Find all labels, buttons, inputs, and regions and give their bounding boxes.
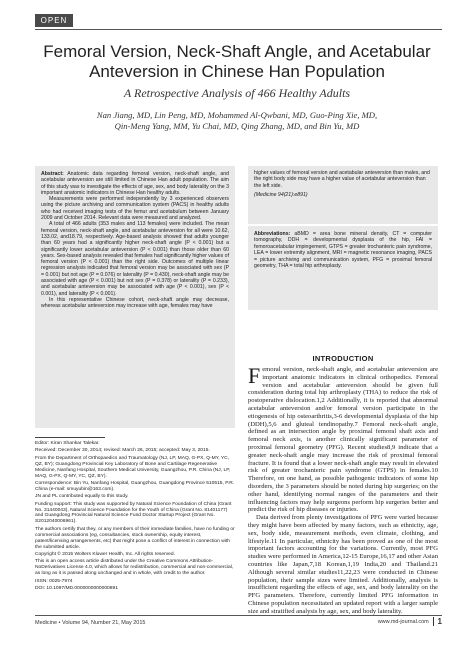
abstract-paragraph-2: Measurements were performed independently by 3 experienced observers using the picture archiving and communication system (PACS) in healthy adults who had received imaging tests of the femur and acetabulum between January 2009 and October 2014. Relevant data were measured and analyzed. (41, 196, 229, 222)
footer-separator (433, 617, 434, 626)
journal-url[interactable]: www.md-journal.com (377, 618, 429, 625)
footnote-funding: Funding support: This study was supported by Natural Science Foundation of China (Grant No. 31440043), Natural Science Foundation for the Youth of China (Grant No. 81401177) and Guangdong Provincial Natural Science Fund Doctor Startup Project (Grant No. S2012040006961). (35, 501, 232, 525)
abstract-paragraph-1 (41, 171, 229, 196)
title-line-1: Femoral Version, Neck-Shaft Angle, and Acetabular (43, 42, 431, 61)
abbreviations-text: aBMD = area bone mineral density, CT = computer tomography, DDH = developmental dysplasia of the hip, FAI = femoroacetabular impingement, GTPS = greater trochanteric pain syndrome, LEA = lower extremity alignment, MRI = magnetic resonance imaging, PACS = picture archiving and communication system, PFG = proximal femoral geometry, THA = total hip arthroplasty. (254, 231, 432, 270)
footnotes (35, 437, 235, 593)
footnote-equal-contribution: JN and PL contributed equally to this study. (35, 494, 129, 500)
open-access-badge: OPEN (35, 14, 73, 27)
authors-line-1: Nan Jiang, MD, Lin Peng, MD, Mohammed Al-Qwbani, MD, Guo-Ping Xie, MD, (96, 110, 378, 120)
footnote-conflict: The authors certify that they, or any members of their immediate families, have no funding or commercial associations (eg, consultancies, stock ownership, equity interest, patent/licensing arrangements, etc) that might pose a conflict of interest in connection with the submitted article. (35, 526, 235, 550)
article-title (40, 42, 434, 82)
header-rule (35, 29, 442, 30)
footnote-issn: ISSN: 0025-7974 (35, 578, 73, 584)
abbreviations-label: Abbreviations: (254, 231, 291, 237)
footnote-received: Received: December 30, 2014; revised: March 26, 2015; accepted: May 3, 2015. (35, 448, 210, 454)
footer-rule (35, 615, 442, 616)
footnote-affiliation: From the Department of Orthopaedics and Traumatology (NJ, LP, MAQ, G-PX, Q-MY, YC, QZ, BY); Guangdong Provincial Key Laboratory of Bone and Cartilage Regenerative Medicine, Nanfang Hospital, Southern Medical University, Guangzhou, P.R. China (NJ, LP, MAQ, G-PX, Q-MY, YC, QZ, BY). (35, 455, 231, 479)
abstract-continuation-text: higher values of femoral version and acetabular anteversion than males, and the right body side may have a higher value of acetabular anteversion than the left side. (254, 170, 430, 189)
page-number: 1 (437, 617, 442, 626)
abbreviations-box (248, 226, 438, 310)
article-subtitle: A Retrospective Analysis of 466 Healthy Adults (123, 86, 351, 100)
authors-line-2: Qin-Meng Yang, MM, Yu Chai, MD, Qing Zhang, MD, and Bin Yu, MD (114, 121, 360, 131)
abstract-paragraph-3: A total of 466 adults (353 males and 113 females) were included. The mean femoral version, neck-shaft angle, and acetabular anteversion for all were 10.62, 133.02, and18.79, respectively. Age-based analysis showed that adults younger than 60 years had a significantly higher neck-shaft angle (P < 0.001) but a significantly lower acetabular anteversion (P < 0.001) than those older than 60 years. Sex-based analysis revealed that females had significantly higher values of femoral version (P < 0.001) than the right side. Outcomes of multiple linear regression analysis indicated that femoral version may be associated with sex (P = 0.001) but not age (P = 0.076) or laterality (P = 0.430), neck-shaft angle may be associated with age (P < 0.001) but not sex (P = 0.378) or laterality (P = 0.233), and acetabular anteversion may be associated with age (P < 0.001), sex (P < 0.001), and laterality (P < 0.001). (41, 221, 230, 297)
drop-cap: F (248, 363, 261, 388)
introduction-paragraph-2: Data derived from plenty investigations of PFG were varied because they might have been affected by many factors, such as ethnicity, age, sex, body side, measurement methods, even climate, clothing, and lifestyle.11 In particular, ethnicity has been proved as one of the most important factors accounting for the variations. Currently, most PFG studies were performed in America,12-15 Europe,16,17 and other Asian countries like Japan,7,18 Korean,1,19 India,20 and Thailand.21 Although several similar studies11,22,23 were conducted in Chinese population, their sample sizes were limited. Additionally, analysis is insufficient regarding the effects of age, sex, and body laterality on the PFG parameters. Therefore, currently limited PFG information in Chinese population necessitated an updated report with a larger sample size and stratified analysis by age, sex, and body laterality. (248, 514, 438, 615)
abstract-label: Abstract: (41, 171, 64, 177)
abstract-paragraph-4: In this representative Chinese cohort, neck-shaft angle may decrease, whereas acetabular anteversion may increase with age, females may have (41, 296, 229, 310)
footer-right (378, 617, 442, 626)
footnote-license: This is an open access article distributed under the Creative Commons Attribution-NoDerivatives License 4.0, which allows for redistribution, commercial and non-commercial, as long as it is passed along unchanged and in whole, with credit to the author. (35, 559, 234, 577)
citation: (Medicine 94(21):e891) (254, 191, 308, 198)
introduction-heading: INTRODUCTION (312, 354, 374, 363)
footnote-doi: DOI: 10.1097/MD.0000000000000891 (35, 585, 118, 591)
introduction-paragraph-1 (248, 363, 438, 514)
introduction-text-1: emoral version, neck-shaft angle, and acetabular anteversion are important anatomic indicators in clinical orthopedics. Femoral version and acetabular anteversion should be given full consideration during total hip arthroplasty (THA) to reduce the risk of postoperative dislocation.1,2 Additionally, it is reported that abnormal acetabular anteversion and/or femoral version participate in the etiogenesis of hip osteoarthritis,3-6 developmental dysplasia of the hip (DDH),5,6 and gluteal tendinopathy.7 Femoral neck-shaft angle, defined as an intersection angle by proximal femoral shaft axis and femoral neck axis, is another clinically significant parameter of proximal femoral geometry (PFG). Recent studies8,9 indicate that a greater neck-shaft angle may increase the risk of proximal femoral fracture. It is found that a lower neck-shaft angle may result in elevated risk of greater trochanteric pain syndrome (GTPS) in females.10 Therefore, on one hand, as possible pathogenic indicators of some hip disorders, the 3 parameters should be noted during hip surgeries; on the other hand, identifying normal ranges of the parameters and their influencing factors may help surgeons perform hip surgeries better and predict the risk of hip diseases or injuries. (248, 366, 438, 514)
abstract-continuation (248, 166, 438, 224)
title-line-2: Anteversion in Chinese Han Population (89, 62, 385, 81)
footnote-editor: Editor: Kiran Shankar Talekar. (35, 441, 100, 446)
footnote-correspondence: Correspondence: Bin Yu, Nanfang Hospital, Guangzhou, Guangdong Province 510515, P.R. China (e-mail: smuyubin@163.com). (35, 480, 235, 492)
author-list (60, 110, 414, 132)
footnote-copyright: Copyright © 2015 Wolters Kluwer Health, Inc. All rights reserved. (35, 551, 175, 557)
introduction-body (248, 363, 438, 615)
abstract-text-1: Anatomic data regarding femoral version, neck-shaft angle, and acetabular anteversion are still limited in Chinese Han adult population. The aim of this study was to investigate the effects of age, sex, and body laterality on the 3 important anatomic indicators in Chinese Han healthy adults. (41, 171, 230, 196)
journal-issue: Medicine • Volume 94, Number 21, May 2015 (35, 620, 146, 626)
abstract-box (35, 166, 235, 428)
footnote-rule (35, 437, 105, 438)
